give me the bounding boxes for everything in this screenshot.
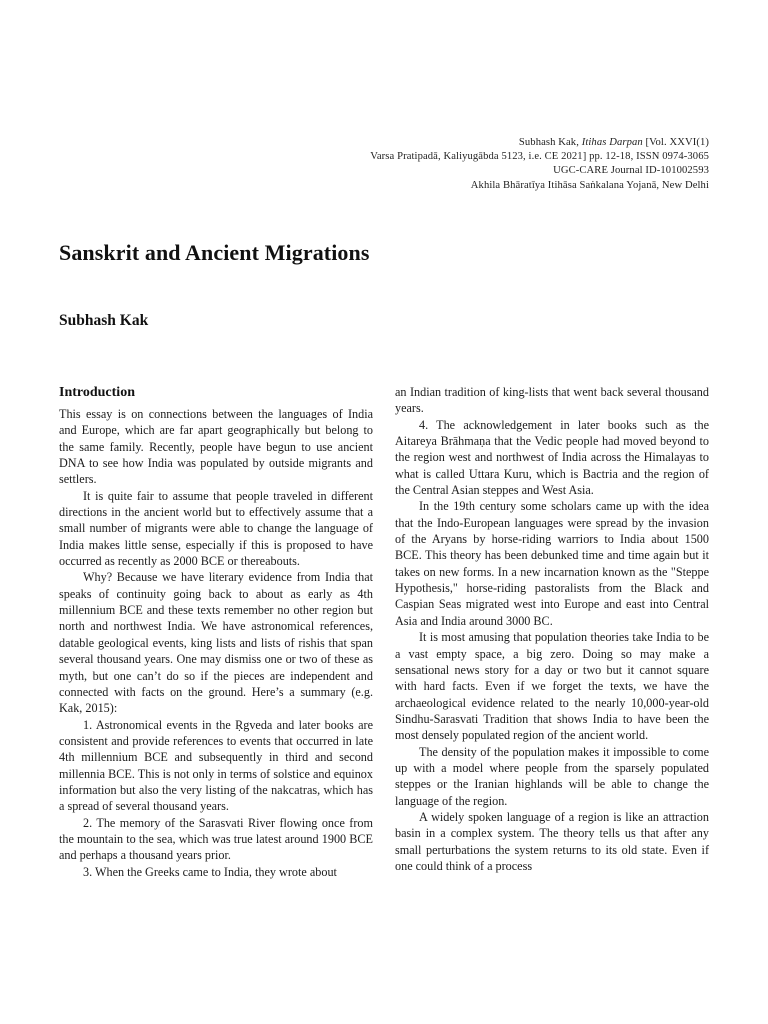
paragraph: 4. The acknowledgement in later books such as the Aitareya Brāhmaṇa that the Vedic people had moved beyond to the region west and northwest of India across the Himalayas to what is called Uttara Kuru, which is Bactria and the region of the Central Asian steppes and West Asia. [395, 417, 709, 498]
paragraph: an Indian tradition of king-lists that went back several thousand years. [395, 385, 709, 416]
citation-line-2: Varsa Pratipadā, Kaliyugābda 5123, i.e. CE 2021] pp. 12-18, ISSN 0974-3065 [370, 151, 709, 163]
paper-author: Subhash Kak [59, 312, 149, 329]
paragraph: 3. When the Greeks came to India, they wrote about [83, 864, 337, 879]
paragraph: A widely spoken language of a region is like an attraction basin in a complex system. The theory tells us that after any small perturbations the system returns to its old state. Even if one could think of a process [395, 809, 709, 873]
paragraph: This essay is on connections between the languages of India and Europe, which are far apart geographically but belong to the same family. Recently, people have begun to use ancient DNA to see how India was populated by outside migrants and settlers. [59, 407, 373, 487]
citation-volume: [Vol. XXVI(1) [642, 137, 709, 148]
citation-line-3: UGC-CARE Journal ID-101002593 [553, 165, 709, 177]
paragraph: Why? Because we have literary evidence from India that speaks of continuity going back to about as early as 4th millennium BCE and these texts remember no other region but north and northwest India. We have astronomical references, datable geological events, king lists and lists of rishis that span several thousand years. One may dismiss one or two of these as myth, but one can’t do so if the pieces are independent and connected with facts on the ground. Here’s a summary (e.g. Kak, 2015): [59, 570, 373, 716]
paragraph: 1. Astronomical events in the Ṛgveda and later books are consistent and provide references to events that occurred in late 4th millennium BCE and subsequently in third and second millennia BCE. This is not only in terms of solstice and equinox information but also the very listing of the nakcatras, which has a spread of several thousand years. [59, 717, 373, 814]
citation-header [249, 136, 709, 193]
left-column [59, 384, 373, 880]
citation-line-1 [249, 136, 709, 150]
paragraph: It is quite fair to assume that people traveled in different directions in the ancient world but to effectively assume that a small number of migrants were able to change the language of India makes little sense, especially if this is proposed to have occurred as recently as 2000 BCE or thereabouts. [59, 488, 373, 569]
paragraph: In the 19th century some scholars came up with the idea that the Indo-European languages were spread by the invasion of the Aryans by horse-riding warriors to India about 1500 BCE. This theory has been debunked time and time again but it takes on new forms. In a new incarnation known as the "Steppe Hypothesis," horse-riding pastoralists from the Black and Caspian Seas migrated west into Europe and east into Central Asia and India around 3000 BC. [395, 499, 709, 628]
citation-line-4: Akhila Bhāratīya Itihāsa Saṅkalana Yojanā, New Delhi [470, 179, 709, 191]
paper-title: Sanskrit and Ancient Migrations [59, 240, 370, 265]
paragraph: It is most amusing that population theories take India to be a vast empty space, a big zero. Doing so may make a sensational news story for a day or two but it cannot square with hard facts. Even if we forget the texts, we have the archaeological evidence related to the nearly 10,000-year-old Sindhu-Sarasvati Tradition that shows India to have been the most densely populated region of the ancient world. [395, 630, 709, 743]
citation-author: Subhash Kak, [518, 137, 582, 148]
paragraph: The density of the population makes it impossible to come up with a model where people from the sparsely populated steppes or the Iranian highlands will be able to change the language of the region. [395, 744, 709, 808]
right-column [395, 384, 709, 874]
section-heading-introduction: Introduction [59, 385, 135, 400]
journal-name: Itihas Darpan [581, 137, 643, 148]
paragraph: 2. The memory of the Sarasvati River flowing once from the mountain to the sea, which was true latest around 1900 BCE and perhaps a thousand years prior. [59, 815, 373, 863]
